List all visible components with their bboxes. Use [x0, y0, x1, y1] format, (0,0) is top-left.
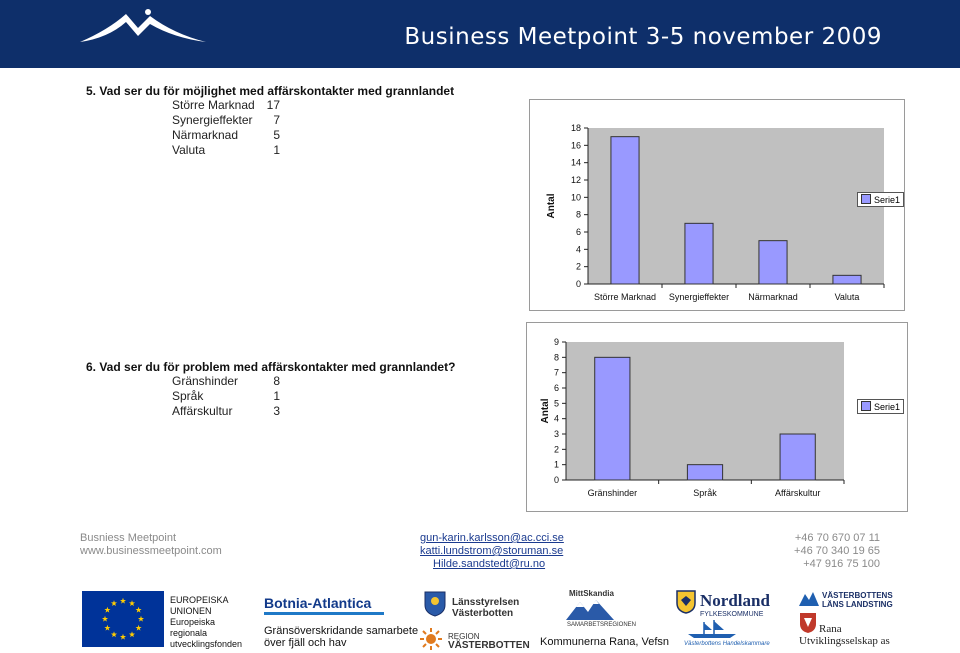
x-tick-label: Närmarknad — [748, 292, 798, 302]
y-tick-label: 4 — [553, 413, 559, 424]
website-link[interactable]: www.businessmeetpoint.com — [80, 545, 222, 557]
header-banner — [0, 0, 960, 68]
samarbetsregionen-text: SAMARBETSREGIONEN — [567, 622, 637, 628]
lansstyrelsen-text — [452, 597, 519, 619]
q6-row — [172, 374, 280, 389]
lansstyrelsen-crest-icon — [424, 591, 446, 617]
phone-number: +46 70 340 19 65 — [794, 545, 880, 557]
y-tick-label: 18 — [570, 123, 581, 133]
rana-crest-icon — [799, 612, 817, 634]
vll-logo-icon — [799, 590, 819, 606]
handelskammare-ship-icon — [684, 620, 740, 638]
phone-number: +46 70 670 07 11 — [794, 532, 880, 544]
lansstyrelsen-line: Västerbotten — [452, 608, 514, 619]
y-tick-label: 5 — [553, 398, 559, 409]
nordland-title: Nordland — [700, 591, 770, 610]
q5-row — [172, 143, 280, 158]
y-axis-label: Antal — [546, 193, 557, 219]
bar — [759, 241, 787, 284]
q6-value: 1 — [273, 389, 280, 403]
y-tick-label: 9 — [553, 337, 559, 347]
eu-line: regionala — [170, 628, 208, 638]
bar — [685, 223, 713, 284]
q5-row — [172, 113, 280, 128]
legend-swatch — [861, 401, 871, 411]
q5-label: Valuta — [172, 143, 206, 157]
y-tick-label: 6 — [553, 383, 559, 393]
q6-label: Gränshinder — [172, 374, 239, 388]
q5-value: 1 — [273, 143, 280, 157]
x-tick-label: Valuta — [834, 292, 860, 302]
eu-flag-icon — [82, 591, 164, 647]
legend-label: Serie1 — [874, 402, 901, 412]
q6-row — [172, 389, 280, 404]
y-tick-label: 2 — [575, 261, 581, 272]
rana-line: Rana — [819, 623, 842, 635]
y-tick-label: 14 — [570, 157, 581, 168]
x-tick-label: Affärskultur — [774, 488, 821, 498]
eu-line: EUROPEISKA — [170, 595, 229, 605]
q6-row — [172, 404, 280, 419]
q6-value: 8 — [273, 374, 280, 388]
chart-q6-legend — [857, 399, 904, 414]
q5-row — [172, 128, 280, 143]
y-tick-label: 0 — [553, 475, 559, 485]
email-link[interactable]: katti.lundstrom@storuman.se — [420, 545, 564, 557]
botnia-atlantica-logo: Botnia-Atlantica — [264, 595, 372, 611]
vll-text — [822, 591, 893, 609]
bar — [833, 275, 861, 284]
x-tick-label: Synergieffekter — [668, 292, 730, 302]
question-5: 5. Vad ser du för möjlighet med affärskontakter med grannlandet — [86, 84, 455, 98]
y-tick-label: 8 — [575, 209, 581, 220]
page-title: Business Meetpoint 3-5 november 2009 — [404, 24, 882, 50]
y-tick-label: 4 — [575, 244, 581, 255]
eu-line: UNIONEN — [170, 606, 212, 616]
mountain-logo-icon — [78, 8, 208, 46]
handelskammare-text: Västerbottens Handelskammare — [684, 641, 770, 647]
phone-number: +47 916 75 100 — [803, 558, 880, 570]
q5-value: 7 — [273, 113, 280, 127]
eu-line: utvecklingsfonden — [170, 639, 243, 649]
eu-text — [170, 595, 242, 650]
y-axis-label: Antal — [540, 398, 551, 424]
q5-label: Närmarknad — [172, 128, 239, 142]
q5-label: Större Marknad — [172, 98, 255, 112]
lansstyrelsen-line: Länsstyrelsen — [452, 597, 520, 608]
y-tick-label: 3 — [553, 429, 559, 439]
bar — [595, 357, 630, 480]
q6-label: Språk — [172, 389, 204, 403]
vll-line: VÄSTERBOTTENS — [822, 591, 893, 600]
kommuner-text: Kommunerna Rana, Vefsn — [540, 636, 670, 648]
legend-swatch — [861, 194, 871, 204]
region-line: VÄSTERBOTTEN — [448, 640, 530, 651]
x-tick-label: Större Marknad — [593, 292, 657, 302]
cross-border-line: Gränsöverskridande samarbete — [264, 625, 419, 637]
email-link[interactable]: gun-karin.karlsson@ac.cci.se — [420, 532, 564, 544]
chart-q6-svg — [527, 323, 907, 511]
q5-value: 5 — [273, 128, 280, 142]
y-tick-label: 16 — [570, 140, 581, 151]
x-tick-label: Gränshinder — [587, 488, 638, 498]
q6-label: Affärskultur — [172, 404, 233, 418]
org-name: Busniess Meetpoint — [80, 532, 176, 544]
region-vasterbotten-text — [448, 632, 530, 650]
q5-label: Synergieffekter — [172, 113, 253, 127]
bar — [611, 137, 639, 284]
nordland-crest-icon — [676, 590, 696, 614]
chart-q5-svg — [530, 100, 904, 310]
botnia-underline — [264, 612, 384, 615]
y-tick-label: 6 — [575, 227, 581, 237]
x-tick-label: Språk — [693, 488, 717, 498]
bar — [687, 465, 722, 480]
y-tick-label: 1 — [553, 459, 559, 470]
rana-text — [799, 623, 910, 647]
cross-border-line: över fjäll och hav — [264, 637, 347, 649]
nordland-subtitle: FYLKESKOMMUNE — [700, 611, 764, 618]
y-tick-label: 7 — [553, 367, 559, 378]
y-tick-label: 2 — [553, 444, 559, 455]
mittskandia-mountain-icon — [566, 598, 614, 620]
chart-q5 — [529, 99, 905, 311]
chart-q5-legend — [857, 192, 904, 207]
y-tick-label: 8 — [553, 352, 559, 363]
q5-row — [172, 98, 280, 113]
vll-line: LÄNS LANDSTING — [822, 600, 893, 609]
email-link[interactable]: Hilde.sandstedt@ru.no — [433, 558, 546, 570]
eu-line: Europeiska — [170, 617, 216, 627]
region-line: REGION — [448, 632, 480, 641]
legend-label: Serie1 — [874, 195, 901, 205]
region-vasterbotten-sun-icon — [420, 628, 442, 650]
cross-border-text — [264, 625, 418, 649]
q5-value: 17 — [266, 98, 280, 112]
y-tick-label: 12 — [570, 175, 581, 185]
bar — [780, 434, 815, 480]
y-tick-label: 10 — [570, 192, 581, 203]
question-6: 6. Vad ser du för problem med affärskontakter med grannlandet? — [86, 360, 456, 374]
mittskandia-label: MittSkandia — [569, 589, 614, 598]
chart-q6 — [526, 322, 908, 512]
rana-line: Utviklingsselskap as — [799, 635, 890, 647]
q6-value: 3 — [273, 404, 280, 418]
y-tick-label: 0 — [575, 279, 581, 289]
